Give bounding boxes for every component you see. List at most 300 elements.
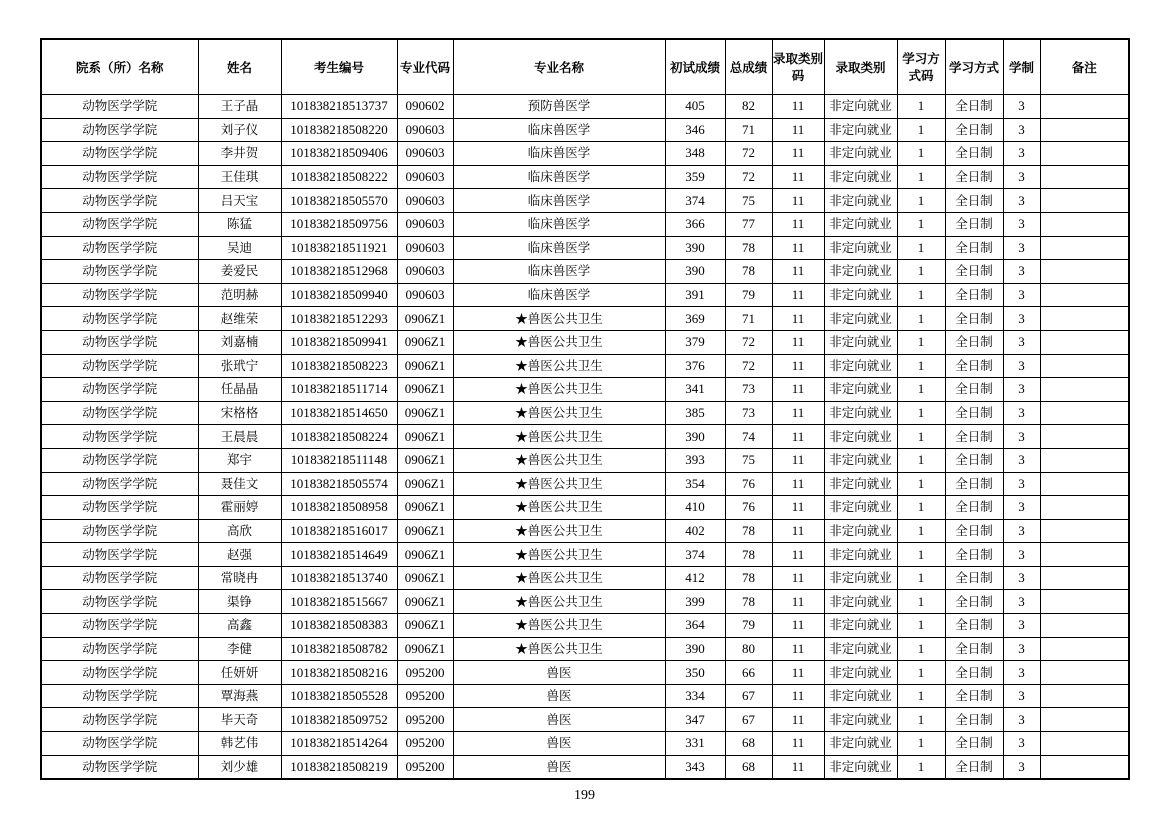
- cell-duration: 3: [1003, 307, 1040, 331]
- cell-major-code: 095200: [397, 732, 453, 756]
- cell-remarks: [1040, 566, 1129, 590]
- cell-department: 动物医学学院: [41, 165, 198, 189]
- cell-study-mode: 全日制: [945, 637, 1003, 661]
- cell-major-code: 090603: [397, 260, 453, 284]
- cell-candidate-id: 101838218508216: [281, 661, 397, 685]
- cell-prelim-score: 390: [665, 260, 725, 284]
- table-row: [41, 614, 1129, 638]
- cell-name: 张玳宁: [198, 354, 281, 378]
- cell-study-mode-code: 1: [897, 401, 945, 425]
- cell-department: 动物医学学院: [41, 189, 198, 213]
- cell-candidate-id: 101838218514264: [281, 732, 397, 756]
- cell-major-name: ★兽医公共卫生: [453, 354, 665, 378]
- cell-duration: 3: [1003, 566, 1040, 590]
- cell-admit-type-code: 11: [772, 354, 824, 378]
- cell-study-mode-code: 1: [897, 330, 945, 354]
- cell-study-mode: 全日制: [945, 260, 1003, 284]
- cell-department: 动物医学学院: [41, 401, 198, 425]
- cell-study-mode-code: 1: [897, 472, 945, 496]
- cell-candidate-id: 101838218514649: [281, 543, 397, 567]
- cell-prelim-score: 379: [665, 330, 725, 354]
- cell-admit-type: 非定向就业: [824, 142, 897, 166]
- cell-major-name: ★兽医公共卫生: [453, 590, 665, 614]
- cell-admit-type: 非定向就业: [824, 448, 897, 472]
- cell-study-mode: 全日制: [945, 118, 1003, 142]
- table-row: [41, 165, 1129, 189]
- cell-study-mode: 全日制: [945, 401, 1003, 425]
- cell-admit-type-code: 11: [772, 425, 824, 449]
- cell-major-name: ★兽医公共卫生: [453, 307, 665, 331]
- cell-admit-type-code: 11: [772, 684, 824, 708]
- cell-name: 范明赫: [198, 283, 281, 307]
- cell-duration: 3: [1003, 212, 1040, 236]
- cell-remarks: [1040, 519, 1129, 543]
- cell-department: 动物医学学院: [41, 378, 198, 402]
- cell-admit-type: 非定向就业: [824, 684, 897, 708]
- cell-major-code: 090603: [397, 189, 453, 213]
- cell-admit-type-code: 11: [772, 401, 824, 425]
- cell-major-name: ★兽医公共卫生: [453, 614, 665, 638]
- cell-remarks: [1040, 708, 1129, 732]
- cell-admit-type-code: 11: [772, 472, 824, 496]
- cell-admit-type: 非定向就业: [824, 590, 897, 614]
- cell-admit-type-code: 11: [772, 378, 824, 402]
- cell-remarks: [1040, 142, 1129, 166]
- cell-major-name: 临床兽医学: [453, 236, 665, 260]
- cell-major-name: ★兽医公共卫生: [453, 330, 665, 354]
- cell-major-name: 兽医: [453, 661, 665, 685]
- cell-major-name: 临床兽医学: [453, 260, 665, 284]
- table-row: [41, 543, 1129, 567]
- cell-department: 动物医学学院: [41, 661, 198, 685]
- cell-candidate-id: 101838218508223: [281, 354, 397, 378]
- cell-candidate-id: 101838218511921: [281, 236, 397, 260]
- cell-candidate-id: 101838218508220: [281, 118, 397, 142]
- cell-admit-type: 非定向就业: [824, 283, 897, 307]
- cell-major-code: 0906Z1: [397, 401, 453, 425]
- cell-admit-type: 非定向就业: [824, 614, 897, 638]
- cell-candidate-id: 101838218514650: [281, 401, 397, 425]
- cell-study-mode: 全日制: [945, 472, 1003, 496]
- cell-major-code: 090603: [397, 142, 453, 166]
- cell-total-score: 72: [725, 330, 772, 354]
- cell-study-mode-code: 1: [897, 661, 945, 685]
- cell-study-mode: 全日制: [945, 614, 1003, 638]
- cell-study-mode-code: 1: [897, 118, 945, 142]
- cell-study-mode-code: 1: [897, 637, 945, 661]
- cell-duration: 3: [1003, 661, 1040, 685]
- column-header-study-mode: 学习方式: [945, 39, 1003, 95]
- cell-candidate-id: 101838218509752: [281, 708, 397, 732]
- cell-department: 动物医学学院: [41, 496, 198, 520]
- cell-prelim-score: 405: [665, 95, 725, 119]
- column-header-admit-type: 录取类别: [824, 39, 897, 95]
- table-row: [41, 378, 1129, 402]
- page-number: 199: [574, 788, 595, 803]
- cell-duration: 3: [1003, 378, 1040, 402]
- cell-admit-type-code: 11: [772, 519, 824, 543]
- cell-study-mode: 全日制: [945, 496, 1003, 520]
- cell-admit-type-code: 11: [772, 566, 824, 590]
- cell-study-mode-code: 1: [897, 543, 945, 567]
- cell-total-score: 77: [725, 212, 772, 236]
- cell-prelim-score: 348: [665, 142, 725, 166]
- cell-admit-type-code: 11: [772, 590, 824, 614]
- cell-duration: 3: [1003, 755, 1040, 779]
- cell-department: 动物医学学院: [41, 283, 198, 307]
- table-row: [41, 118, 1129, 142]
- cell-study-mode: 全日制: [945, 354, 1003, 378]
- cell-admit-type-code: 11: [772, 614, 824, 638]
- cell-major-code: 090603: [397, 118, 453, 142]
- cell-duration: 3: [1003, 708, 1040, 732]
- cell-candidate-id: 101838218509756: [281, 212, 397, 236]
- cell-remarks: [1040, 354, 1129, 378]
- cell-admit-type: 非定向就业: [824, 401, 897, 425]
- cell-total-score: 80: [725, 637, 772, 661]
- cell-remarks: [1040, 661, 1129, 685]
- cell-duration: 3: [1003, 189, 1040, 213]
- cell-major-name: 临床兽医学: [453, 142, 665, 166]
- cell-admit-type: 非定向就业: [824, 708, 897, 732]
- cell-name: 任晶晶: [198, 378, 281, 402]
- cell-candidate-id: 101838218508219: [281, 755, 397, 779]
- cell-major-code: 0906Z1: [397, 566, 453, 590]
- cell-major-code: 090603: [397, 283, 453, 307]
- cell-major-code: 095200: [397, 684, 453, 708]
- cell-admit-type: 非定向就业: [824, 118, 897, 142]
- cell-name: 刘少雄: [198, 755, 281, 779]
- cell-study-mode: 全日制: [945, 661, 1003, 685]
- cell-department: 动物医学学院: [41, 212, 198, 236]
- cell-study-mode: 全日制: [945, 212, 1003, 236]
- cell-prelim-score: 369: [665, 307, 725, 331]
- table-row: [41, 95, 1129, 119]
- cell-major-name: ★兽医公共卫生: [453, 496, 665, 520]
- cell-duration: 3: [1003, 732, 1040, 756]
- cell-candidate-id: 101838218511714: [281, 378, 397, 402]
- cell-major-code: 0906Z1: [397, 307, 453, 331]
- cell-prelim-score: 391: [665, 283, 725, 307]
- cell-department: 动物医学学院: [41, 590, 198, 614]
- cell-total-score: 66: [725, 661, 772, 685]
- cell-study-mode-code: 1: [897, 519, 945, 543]
- cell-major-code: 0906Z1: [397, 519, 453, 543]
- cell-name: 毕天奇: [198, 708, 281, 732]
- cell-major-code: 0906Z1: [397, 472, 453, 496]
- column-header-prelim-score: 初试成绩: [665, 39, 725, 95]
- cell-admit-type-code: 11: [772, 118, 824, 142]
- cell-remarks: [1040, 590, 1129, 614]
- cell-major-name: 兽医: [453, 708, 665, 732]
- table-row: [41, 732, 1129, 756]
- cell-admit-type-code: 11: [772, 142, 824, 166]
- cell-study-mode: 全日制: [945, 425, 1003, 449]
- cell-total-score: 78: [725, 590, 772, 614]
- cell-name: 覃海燕: [198, 684, 281, 708]
- cell-remarks: [1040, 401, 1129, 425]
- cell-major-name: 临床兽医学: [453, 283, 665, 307]
- cell-candidate-id: 101838218515667: [281, 590, 397, 614]
- cell-department: 动物医学学院: [41, 118, 198, 142]
- cell-remarks: [1040, 543, 1129, 567]
- cell-department: 动物医学学院: [41, 236, 198, 260]
- cell-study-mode-code: 1: [897, 283, 945, 307]
- cell-study-mode-code: 1: [897, 354, 945, 378]
- cell-name: 任妍妍: [198, 661, 281, 685]
- cell-study-mode: 全日制: [945, 566, 1003, 590]
- cell-department: 动物医学学院: [41, 543, 198, 567]
- cell-major-code: 090603: [397, 236, 453, 260]
- cell-admit-type-code: 11: [772, 283, 824, 307]
- cell-duration: 3: [1003, 142, 1040, 166]
- column-header-major-code: 专业代码: [397, 39, 453, 95]
- cell-department: 动物医学学院: [41, 755, 198, 779]
- table-row: [41, 519, 1129, 543]
- cell-duration: 3: [1003, 543, 1040, 567]
- cell-prelim-score: 334: [665, 684, 725, 708]
- cell-duration: 3: [1003, 496, 1040, 520]
- cell-study-mode-code: 1: [897, 260, 945, 284]
- column-header-admit-type-code: 录取类别码: [772, 39, 824, 95]
- cell-study-mode-code: 1: [897, 425, 945, 449]
- table-header-row: [41, 39, 1129, 95]
- cell-candidate-id: 101838218508782: [281, 637, 397, 661]
- cell-prelim-score: 346: [665, 118, 725, 142]
- cell-prelim-score: 390: [665, 425, 725, 449]
- table-row: [41, 448, 1129, 472]
- cell-duration: 3: [1003, 165, 1040, 189]
- cell-duration: 3: [1003, 425, 1040, 449]
- cell-candidate-id: 101838218505570: [281, 189, 397, 213]
- cell-department: 动物医学学院: [41, 307, 198, 331]
- cell-department: 动物医学学院: [41, 354, 198, 378]
- table-row: [41, 661, 1129, 685]
- cell-remarks: [1040, 330, 1129, 354]
- cell-major-name: ★兽医公共卫生: [453, 425, 665, 449]
- cell-study-mode: 全日制: [945, 236, 1003, 260]
- cell-remarks: [1040, 637, 1129, 661]
- cell-admit-type: 非定向就业: [824, 165, 897, 189]
- cell-department: 动物医学学院: [41, 95, 198, 119]
- cell-name: 李健: [198, 637, 281, 661]
- cell-total-score: 78: [725, 236, 772, 260]
- cell-study-mode-code: 1: [897, 684, 945, 708]
- cell-remarks: [1040, 260, 1129, 284]
- cell-name: 常晓冉: [198, 566, 281, 590]
- cell-admit-type-code: 11: [772, 212, 824, 236]
- table-row: [41, 236, 1129, 260]
- cell-admit-type: 非定向就业: [824, 566, 897, 590]
- cell-total-score: 68: [725, 732, 772, 756]
- cell-major-name: ★兽医公共卫生: [453, 543, 665, 567]
- table-row: [41, 330, 1129, 354]
- cell-prelim-score: 366: [665, 212, 725, 236]
- cell-prelim-score: 354: [665, 472, 725, 496]
- cell-department: 动物医学学院: [41, 448, 198, 472]
- cell-candidate-id: 101838218505574: [281, 472, 397, 496]
- cell-major-name: ★兽医公共卫生: [453, 566, 665, 590]
- cell-prelim-score: 390: [665, 236, 725, 260]
- table-row: [41, 496, 1129, 520]
- cell-admit-type-code: 11: [772, 661, 824, 685]
- cell-remarks: [1040, 95, 1129, 119]
- cell-admit-type-code: 11: [772, 165, 824, 189]
- table-row: [41, 142, 1129, 166]
- cell-total-score: 71: [725, 307, 772, 331]
- table-row: [41, 307, 1129, 331]
- cell-admit-type: 非定向就业: [824, 189, 897, 213]
- cell-major-name: 预防兽医学: [453, 95, 665, 119]
- cell-duration: 3: [1003, 614, 1040, 638]
- cell-candidate-id: 101838218512293: [281, 307, 397, 331]
- cell-candidate-id: 101838218511148: [281, 448, 397, 472]
- cell-prelim-score: 385: [665, 401, 725, 425]
- cell-department: 动物医学学院: [41, 142, 198, 166]
- cell-major-code: 0906Z1: [397, 614, 453, 638]
- table-row: [41, 755, 1129, 779]
- cell-total-score: 73: [725, 378, 772, 402]
- cell-major-code: 0906Z1: [397, 496, 453, 520]
- column-header-department: 院系（所）名称: [41, 39, 198, 95]
- cell-total-score: 75: [725, 448, 772, 472]
- cell-prelim-score: 374: [665, 189, 725, 213]
- cell-prelim-score: 399: [665, 590, 725, 614]
- cell-remarks: [1040, 496, 1129, 520]
- cell-major-code: 090603: [397, 212, 453, 236]
- cell-study-mode: 全日制: [945, 283, 1003, 307]
- cell-remarks: [1040, 448, 1129, 472]
- cell-prelim-score: 412: [665, 566, 725, 590]
- table-row: [41, 212, 1129, 236]
- cell-total-score: 71: [725, 118, 772, 142]
- cell-major-code: 0906Z1: [397, 425, 453, 449]
- cell-major-name: 临床兽医学: [453, 118, 665, 142]
- cell-major-code: 095200: [397, 708, 453, 732]
- cell-total-score: 79: [725, 283, 772, 307]
- cell-study-mode-code: 1: [897, 142, 945, 166]
- cell-candidate-id: 101838218513737: [281, 95, 397, 119]
- cell-admit-type-code: 11: [772, 543, 824, 567]
- cell-admit-type-code: 11: [772, 189, 824, 213]
- table-row: [41, 684, 1129, 708]
- cell-name: 宋格格: [198, 401, 281, 425]
- cell-duration: 3: [1003, 118, 1040, 142]
- cell-admit-type-code: 11: [772, 708, 824, 732]
- cell-major-name: 临床兽医学: [453, 212, 665, 236]
- cell-admit-type: 非定向就业: [824, 543, 897, 567]
- cell-study-mode-code: 1: [897, 755, 945, 779]
- cell-admit-type: 非定向就业: [824, 755, 897, 779]
- cell-remarks: [1040, 212, 1129, 236]
- cell-admit-type: 非定向就业: [824, 519, 897, 543]
- cell-total-score: 68: [725, 755, 772, 779]
- cell-department: 动物医学学院: [41, 519, 198, 543]
- cell-prelim-score: 410: [665, 496, 725, 520]
- cell-admit-type: 非定向就业: [824, 330, 897, 354]
- cell-department: 动物医学学院: [41, 637, 198, 661]
- cell-name: 李井贺: [198, 142, 281, 166]
- cell-major-name: ★兽医公共卫生: [453, 472, 665, 496]
- cell-study-mode-code: 1: [897, 95, 945, 119]
- cell-duration: 3: [1003, 236, 1040, 260]
- cell-candidate-id: 101838218509941: [281, 330, 397, 354]
- cell-total-score: 79: [725, 614, 772, 638]
- cell-name: 姜爱民: [198, 260, 281, 284]
- cell-major-code: 090602: [397, 95, 453, 119]
- table-row: [41, 189, 1129, 213]
- cell-duration: 3: [1003, 283, 1040, 307]
- cell-major-code: 0906Z1: [397, 637, 453, 661]
- cell-admit-type: 非定向就业: [824, 637, 897, 661]
- cell-prelim-score: 374: [665, 543, 725, 567]
- cell-study-mode-code: 1: [897, 590, 945, 614]
- cell-admit-type-code: 11: [772, 330, 824, 354]
- cell-duration: 3: [1003, 637, 1040, 661]
- cell-admit-type-code: 11: [772, 95, 824, 119]
- cell-duration: 3: [1003, 448, 1040, 472]
- cell-study-mode-code: 1: [897, 732, 945, 756]
- cell-total-score: 78: [725, 260, 772, 284]
- cell-department: 动物医学学院: [41, 732, 198, 756]
- table-row: [41, 260, 1129, 284]
- cell-total-score: 72: [725, 354, 772, 378]
- cell-admit-type: 非定向就业: [824, 212, 897, 236]
- cell-study-mode: 全日制: [945, 708, 1003, 732]
- cell-major-name: ★兽医公共卫生: [453, 448, 665, 472]
- cell-remarks: [1040, 189, 1129, 213]
- cell-department: 动物医学学院: [41, 684, 198, 708]
- cell-admit-type: 非定向就业: [824, 496, 897, 520]
- cell-major-code: 095200: [397, 755, 453, 779]
- cell-remarks: [1040, 755, 1129, 779]
- cell-admit-type-code: 11: [772, 307, 824, 331]
- cell-candidate-id: 101838218509406: [281, 142, 397, 166]
- cell-prelim-score: 364: [665, 614, 725, 638]
- cell-study-mode: 全日制: [945, 307, 1003, 331]
- cell-admit-type-code: 11: [772, 755, 824, 779]
- cell-study-mode-code: 1: [897, 614, 945, 638]
- cell-prelim-score: 341: [665, 378, 725, 402]
- table-row: [41, 637, 1129, 661]
- cell-prelim-score: 390: [665, 637, 725, 661]
- cell-major-code: 0906Z1: [397, 448, 453, 472]
- cell-major-name: ★兽医公共卫生: [453, 519, 665, 543]
- cell-department: 动物医学学院: [41, 614, 198, 638]
- cell-admit-type: 非定向就业: [824, 472, 897, 496]
- cell-candidate-id: 101838218505528: [281, 684, 397, 708]
- cell-name: 郑宇: [198, 448, 281, 472]
- cell-prelim-score: 331: [665, 732, 725, 756]
- cell-study-mode: 全日制: [945, 755, 1003, 779]
- cell-remarks: [1040, 378, 1129, 402]
- cell-admit-type-code: 11: [772, 236, 824, 260]
- cell-name: 王佳琪: [198, 165, 281, 189]
- cell-department: 动物医学学院: [41, 330, 198, 354]
- cell-major-name: 兽医: [453, 684, 665, 708]
- cell-prelim-score: 343: [665, 755, 725, 779]
- cell-major-name: 临床兽医学: [453, 189, 665, 213]
- cell-duration: 3: [1003, 401, 1040, 425]
- cell-study-mode: 全日制: [945, 95, 1003, 119]
- cell-study-mode: 全日制: [945, 732, 1003, 756]
- cell-major-code: 0906Z1: [397, 330, 453, 354]
- cell-study-mode-code: 1: [897, 165, 945, 189]
- cell-major-name: 临床兽医学: [453, 165, 665, 189]
- cell-department: 动物医学学院: [41, 566, 198, 590]
- table-row: [41, 590, 1129, 614]
- cell-prelim-score: 402: [665, 519, 725, 543]
